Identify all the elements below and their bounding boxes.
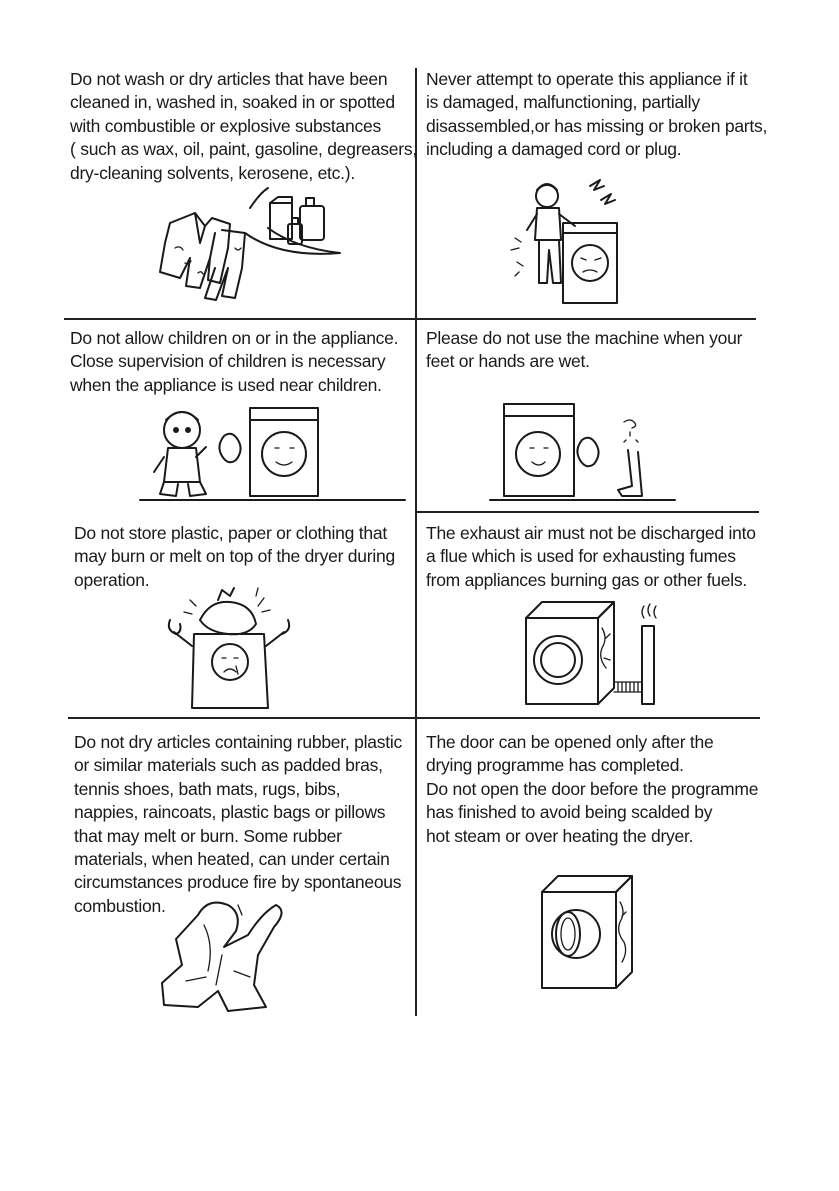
text-line: nappies, raincoats, plastic bags or pillows bbox=[74, 802, 386, 823]
text-line: materials, when heated, can under certain bbox=[74, 849, 390, 870]
text-line: Do not wash or dry articles that have been bbox=[70, 69, 388, 89]
text-line: operation. bbox=[74, 569, 150, 590]
text-line: drying programme has completed. bbox=[426, 755, 684, 776]
row-divider-3 bbox=[68, 717, 760, 719]
dryer-with-wet-foot-icon bbox=[490, 400, 680, 504]
text-line: Please do not use the machine when your bbox=[426, 328, 743, 348]
warning-text-exhaust bbox=[426, 522, 756, 592]
text-line: circumstances produce fire by spontaneous bbox=[74, 872, 402, 893]
text-line: combustion. bbox=[74, 895, 166, 916]
text-line: ( such as wax, oil, paint, gasoline, degreasers, bbox=[70, 139, 417, 160]
warning-text-combustible bbox=[70, 68, 417, 185]
text-line: cleaned in, washed in, soaked in or spotted bbox=[70, 92, 395, 113]
dryer-with-flue-duct-icon bbox=[522, 598, 672, 708]
text-line: tennis shoes, bath mats, rugs, bibs, bbox=[74, 778, 341, 799]
text-line: Never attempt to operate this appliance if it bbox=[426, 69, 748, 89]
stained-clothes-and-chemical-bottles-icon bbox=[150, 188, 340, 313]
row-divider-2 bbox=[417, 511, 759, 513]
text-line: may burn or melt on top of the dryer during bbox=[74, 546, 395, 567]
text-line: is damaged, malfunctioning, partially bbox=[426, 92, 700, 113]
man-with-broken-dryer-icon bbox=[505, 178, 635, 308]
text-line: Do not store plastic, paper or clothing that bbox=[74, 523, 387, 543]
text-line: disassembled,or has missing or broken parts, bbox=[426, 115, 768, 136]
text-line: Do not allow children on or in the appliance. bbox=[70, 328, 399, 348]
text-line: Do not dry articles containing rubber, plastic bbox=[74, 732, 402, 752]
dryer-with-open-door-icon bbox=[538, 872, 638, 992]
text-line: when the appliance is used near children. bbox=[70, 374, 382, 395]
rubber-garments-icon bbox=[158, 895, 288, 1015]
text-line: Close supervision of children is necessary bbox=[70, 351, 386, 372]
text-line: feet or hands are wet. bbox=[426, 351, 590, 372]
text-line: has finished to avoid being scalded by bbox=[426, 802, 713, 823]
warning-text-rubber bbox=[74, 731, 402, 918]
text-line: with combustible or explosive substances bbox=[70, 115, 381, 136]
text-line: or similar materials such as padded bras, bbox=[74, 755, 383, 776]
text-line: including a damaged cord or plug. bbox=[426, 139, 682, 160]
text-line: The exhaust air must not be discharged into bbox=[426, 523, 756, 543]
burning-items-on-dryer-icon bbox=[160, 580, 300, 710]
text-line: from appliances burning gas or other fuels. bbox=[426, 569, 747, 590]
text-line: a flue which is used for exhausting fumes bbox=[426, 546, 736, 567]
row-divider-1 bbox=[64, 318, 756, 320]
text-line: dry-cleaning solvents, kerosene, etc.). bbox=[70, 162, 355, 183]
column-divider bbox=[415, 68, 417, 1016]
text-line: hot steam or over heating the dryer. bbox=[426, 825, 694, 846]
warning-text-wet-hands bbox=[426, 327, 742, 374]
warning-text-door bbox=[426, 731, 758, 848]
warning-text-children bbox=[70, 327, 398, 397]
text-line: Do not open the door before the programme bbox=[426, 778, 759, 799]
child-near-dryer-icon bbox=[140, 402, 410, 504]
text-line: The door can be opened only after the bbox=[426, 732, 714, 752]
text-line: that may melt or burn. Some rubber bbox=[74, 825, 342, 846]
warning-text-damaged bbox=[426, 68, 767, 162]
